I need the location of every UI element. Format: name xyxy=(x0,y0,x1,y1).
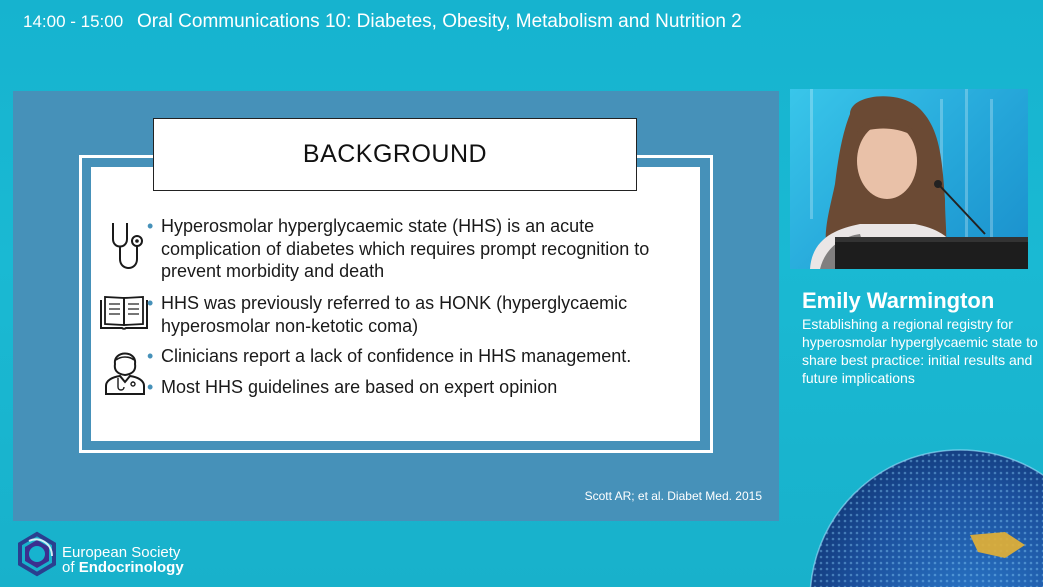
bullet-1 xyxy=(147,215,681,283)
session-time: 14:00 - 15:00 xyxy=(23,12,124,31)
open-book-icon xyxy=(98,294,150,334)
slide-citation: Scott AR; et al. Diabet Med. 2015 xyxy=(584,489,762,503)
bullet-text: Hyperosmolar hyperglycaemic state (HHS) is an acute complication of diabetes which requires prompt recognition to prevent morbidity and death xyxy=(161,216,650,281)
bullet-marker: • xyxy=(147,293,154,313)
bullet-2 xyxy=(147,292,681,337)
speaker-video xyxy=(790,89,1028,269)
session-header xyxy=(0,0,1043,44)
speaker-video-frame xyxy=(790,89,1028,269)
globe-decoration xyxy=(800,440,1043,587)
ese-logo-text xyxy=(62,545,184,575)
logo-line-2-bold: Endocrinology xyxy=(78,559,184,576)
speaker-name: Emily Warmington xyxy=(802,288,995,313)
bullet-4 xyxy=(147,376,681,399)
logo-line-1: European Society xyxy=(62,544,181,561)
bullet-text: HHS was previously referred to as HONK (hyperglycaemic hyperosmolar non-ketotic coma) xyxy=(161,293,628,336)
bullet-marker: • xyxy=(147,216,154,236)
talk-title: Establishing a regional registry for hyperosmolar hyperglycaemic state to share best practice: initial results and future implications xyxy=(802,316,1038,386)
slide-title: BACKGROUND xyxy=(153,118,637,191)
stethoscope-icon xyxy=(107,219,149,275)
bullet-3 xyxy=(147,345,681,368)
doctor-icon xyxy=(103,344,147,396)
session-title: Oral Communications 10: Diabetes, Obesity, Metabolism and Nutrition 2 xyxy=(137,11,742,32)
presentation-slide xyxy=(13,91,779,521)
bullet-marker: • xyxy=(147,346,154,366)
logo-line-2 xyxy=(62,560,184,575)
bullet-text: Clinicians report a lack of confidence in HHS management. xyxy=(161,346,632,366)
ese-logo-icon xyxy=(14,531,60,577)
logo-line-2-prefix: of xyxy=(62,559,79,576)
bullet-marker: • xyxy=(147,377,154,397)
bullet-text: Most HHS guidelines are based on expert opinion xyxy=(161,377,558,397)
